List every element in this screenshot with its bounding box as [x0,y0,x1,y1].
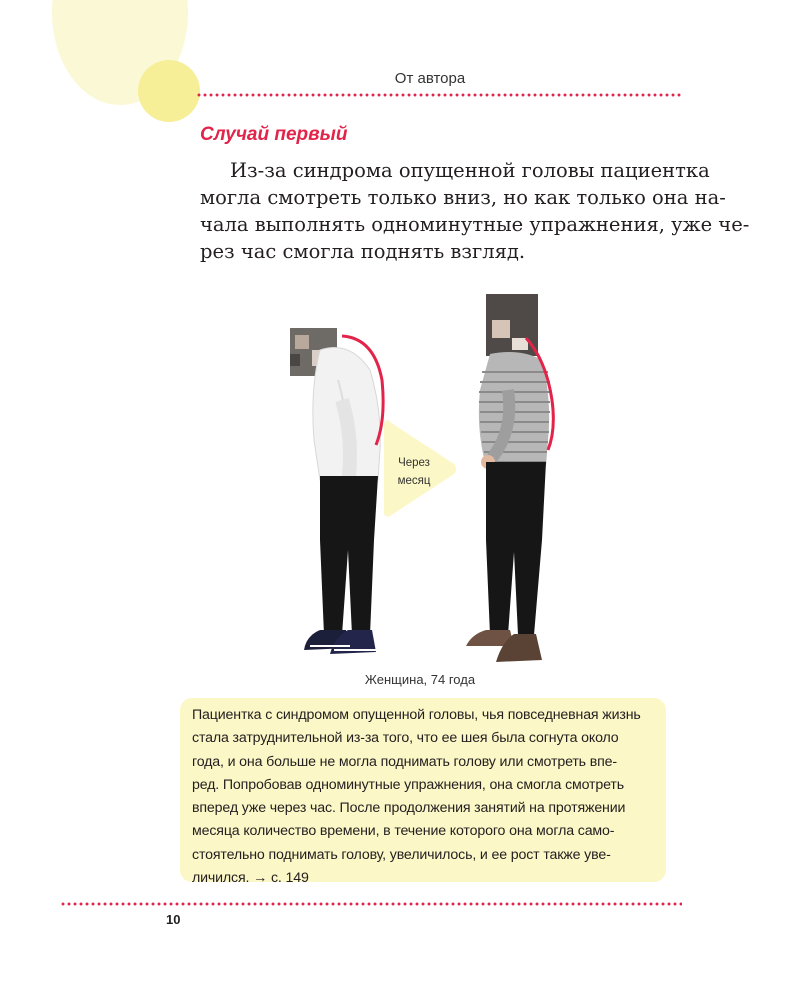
note-line: вперед уже через час. После продолжения занятий на протяжении [192,800,626,817]
transition-label-line1: Через [398,457,430,469]
note-line: стала затруднительной из-за того, что ее шея была согнута около [192,730,619,747]
body-line: Из-за синдрома опущенной головы пациентка [230,159,710,182]
note-line: года, и она больше не могла поднимать голову или смотреть впе- [192,753,617,770]
header-dotted-divider [196,93,682,97]
patient-before-figure [290,328,383,654]
note-line: стоятельно поднимать голову, увеличилось, и ее рост также уве- [192,846,611,863]
note-text [192,704,662,890]
transition-label-line2: месяц [397,475,431,487]
running-header: От автора [394,70,466,87]
footer-dotted-divider [60,902,682,906]
decorative-circle-small [138,60,200,122]
transition-label [388,454,440,490]
note-line: месяца количество времени, в течение которого она могла само- [192,823,615,840]
body-line: рез час смогла поднять взгляд. [200,240,526,263]
note-line: ред. Попробовав одноминутные упражнения, она смогла смотреть [192,776,624,793]
page-number: 10 [166,912,181,927]
patient-after-figure [466,294,553,662]
note-box [180,698,666,887]
figure-caption: Женщина, 74 года [364,672,476,687]
body-line: могла смотреть только вниз, но как только она на- [200,186,726,209]
note-line: Пациентка с синдромом опущенной головы, чья повседневная жизнь [192,707,641,723]
body-paragraph [200,157,750,265]
case-title: Случай первый [200,124,348,145]
note-line: личился. → с. 149 [192,870,309,887]
body-line: чала выполнять одноминутные упражнения, уже че- [200,213,750,236]
